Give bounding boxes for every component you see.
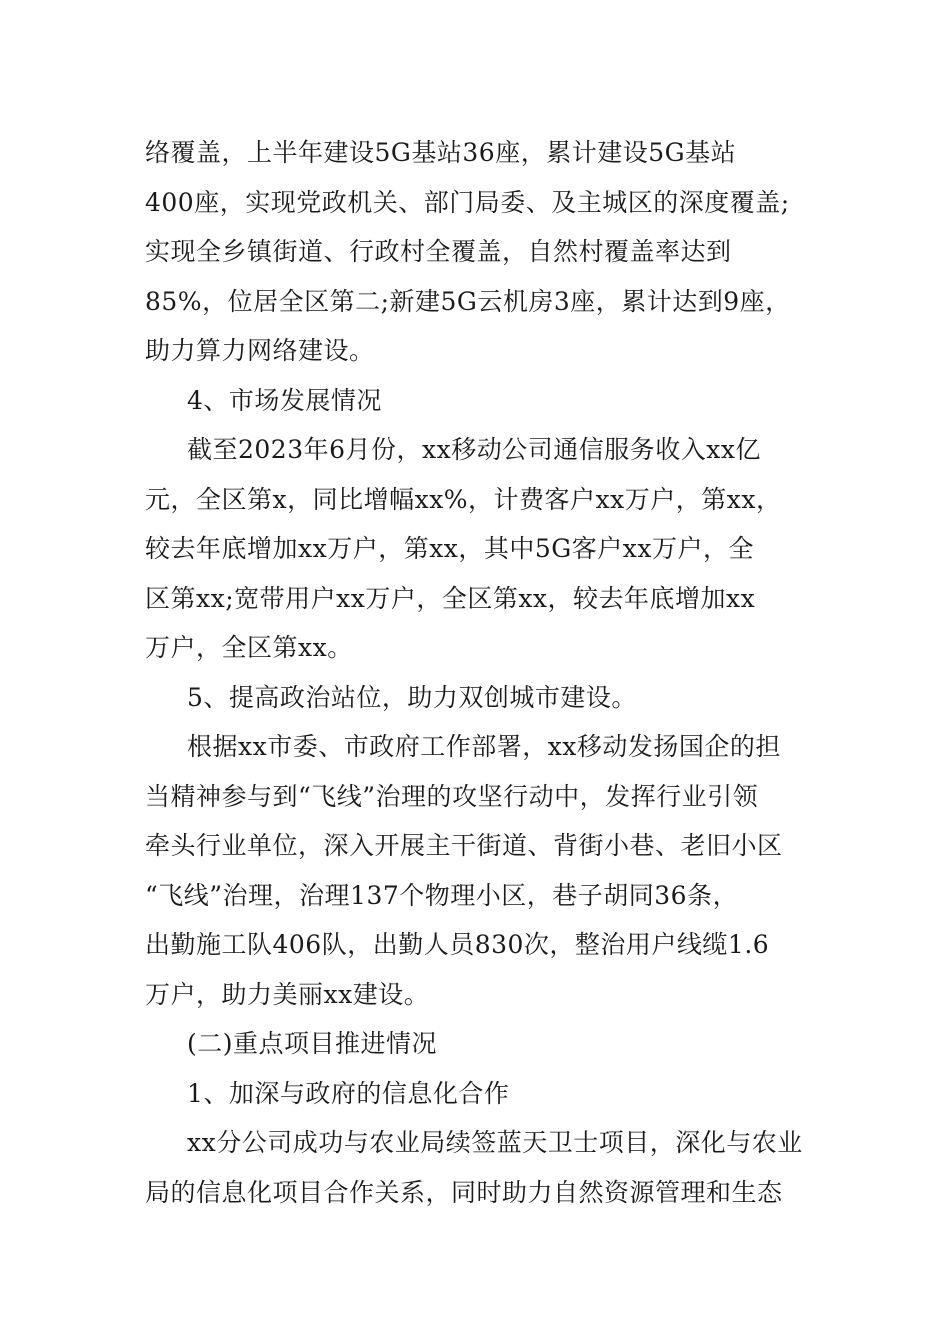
- paragraph-line: 元，全区第x，同比增幅xx%，计费客户xx万户，第xx，: [145, 484, 782, 514]
- paragraph-line: 局的信息化项目合作关系，同时助力自然资源管理和生态: [145, 1177, 783, 1207]
- paragraph-line: 牵头行业单位，深入开展主干街道、背街小巷、老旧小区: [145, 831, 783, 860]
- paragraph-line: 根据xx市委、市政府工作部署，xx移动发扬国企的担: [187, 732, 781, 761]
- paragraph-line: 区第xx;宽带用户xx万户，全区第xx，较去年底增加xx: [145, 583, 756, 613]
- section-heading-key-projects: (二)重点项目推进情况: [187, 1029, 438, 1058]
- paragraph-line: 截至2023年6月份，xx移动公司通信服务收入xx亿: [187, 435, 761, 464]
- paragraph-line: 85%，位居全区第二;新建5G云机房3座，累计达到9座，: [145, 286, 791, 316]
- paragraph-line: 出勤施工队406队，出勤人员830次，整治用户线缆1.6: [145, 930, 770, 959]
- document-body: [145, 128, 810, 1217]
- paragraph-line: 络覆盖，上半年建设5G基站36座，累计建设5G基站: [145, 138, 737, 167]
- paragraph-line: 万户，全区第xx。: [145, 633, 353, 662]
- section-heading-market: 4、市场发展情况: [187, 385, 382, 415]
- paragraph-line: 较去年底增加xx万户，第xx，其中5G客户xx万户，全: [145, 534, 754, 563]
- paragraph-line: 实现全乡镇街道、行政村全覆盖，自然村覆盖率达到: [145, 237, 732, 266]
- paragraph-line: 万户，助力美丽xx建设。: [145, 979, 430, 1009]
- section-heading-politics: 5、提高政治站位，助力双创城市建设。: [187, 682, 637, 712]
- paragraph-line: 当精神参与到“飞线”治理的攻坚行动中，发挥行业引领: [145, 781, 759, 811]
- paragraph-line: xx分公司成功与农业局续签蓝天卫士项目，深化与农业: [187, 1128, 803, 1157]
- section-heading-gov-cooperation: 1、加深与政府的信息化合作: [187, 1078, 510, 1108]
- paragraph-line: 助力算力网络建设。: [145, 336, 375, 365]
- paragraph-line: “飞线”治理，治理137个物理小区，巷子胡同36条，: [145, 880, 739, 910]
- paragraph-line: 400座，实现党政机关、部门局委、及主城区的深度覆盖;: [145, 187, 790, 217]
